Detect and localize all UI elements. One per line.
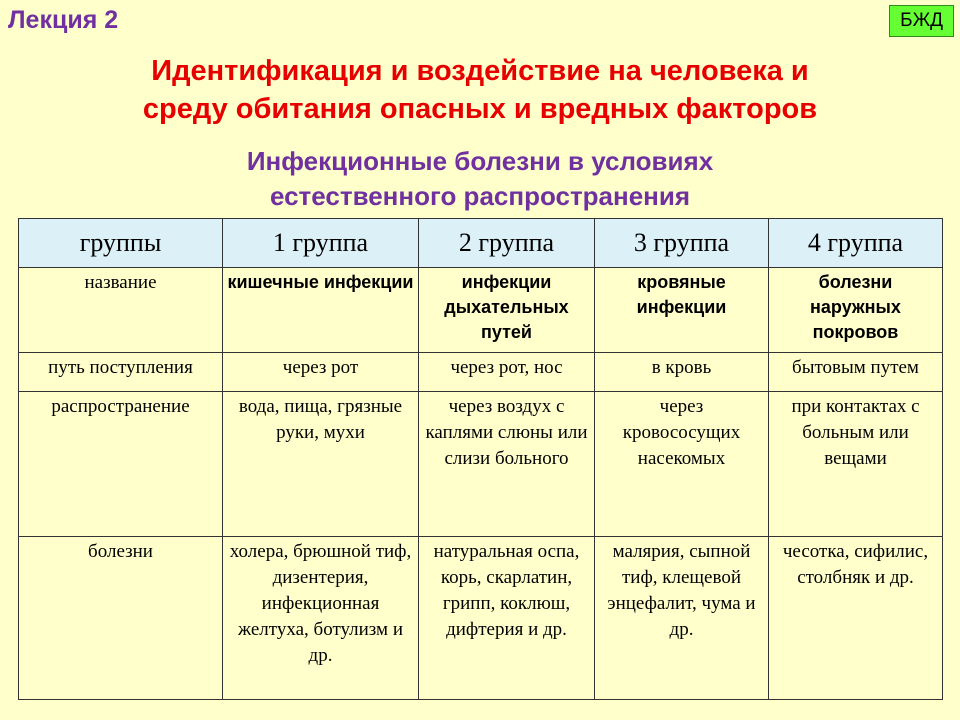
table-cell: при контактах с больным или вещами bbox=[769, 392, 943, 537]
table-cell: кровяные инфекции bbox=[595, 268, 769, 353]
table-cell: бытовым путем bbox=[769, 353, 943, 392]
title-line-1: Идентификация и воздействие на человека и bbox=[151, 55, 809, 87]
table-row-path bbox=[19, 353, 943, 392]
table-row-name bbox=[19, 268, 943, 353]
table-cell: через рот bbox=[223, 353, 419, 392]
title-line-2: среду обитания опасных и вредных факторов bbox=[142, 93, 818, 125]
table-cell: натуральная оспа, корь, скарлатин, грипп, коклюш, дифтерия и др. bbox=[419, 537, 595, 700]
header-cell-group-3: 3 группа bbox=[595, 219, 769, 268]
table-row-diseases bbox=[19, 537, 943, 700]
table-cell: инфекции дыхательных путей bbox=[419, 268, 595, 353]
table-row-spread bbox=[19, 392, 943, 537]
table-cell: вода, пища, грязные руки, мухи bbox=[223, 392, 419, 537]
subject-badge: БЖД bbox=[889, 5, 954, 37]
table-cell: через рот, нос bbox=[419, 353, 595, 392]
header-cell-group-4: 4 группа bbox=[769, 219, 943, 268]
table-cell: кишечные инфекции bbox=[223, 268, 419, 353]
row-label: название bbox=[19, 268, 223, 353]
table-cell: холера, брюшной тиф, дизентерия, инфекционная желтуха, ботулизм и др. bbox=[223, 537, 419, 700]
table-cell: через воздух с каплями слюны или слизи больного bbox=[419, 392, 595, 537]
slide-subtitle bbox=[0, 144, 960, 214]
subtitle-line-2: естественного распространения bbox=[269, 181, 691, 211]
table-cell: чесотка, сифилис, столбняк и др. bbox=[769, 537, 943, 700]
table-cell: через кровососущих насекомых bbox=[595, 392, 769, 537]
header-cell-group-1: 1 группа bbox=[223, 219, 419, 268]
row-label: путь поступления bbox=[19, 353, 223, 392]
header-cell-group-2: 2 группа bbox=[419, 219, 595, 268]
row-label: распространение bbox=[19, 392, 223, 537]
table-header-row bbox=[19, 219, 943, 268]
subtitle-line-1: Инфекционные болезни в условиях bbox=[246, 146, 714, 176]
header-cell-groups: группы bbox=[19, 219, 223, 268]
infection-table bbox=[18, 218, 943, 700]
slide-title bbox=[0, 52, 960, 128]
lecture-label: Лекция 2 bbox=[8, 6, 119, 34]
row-label: болезни bbox=[19, 537, 223, 700]
table-cell: малярия, сыпной тиф, клещевой энцефалит, чума и др. bbox=[595, 537, 769, 700]
table-cell: в кровь bbox=[595, 353, 769, 392]
table-cell: болезни наружных покровов bbox=[769, 268, 943, 353]
